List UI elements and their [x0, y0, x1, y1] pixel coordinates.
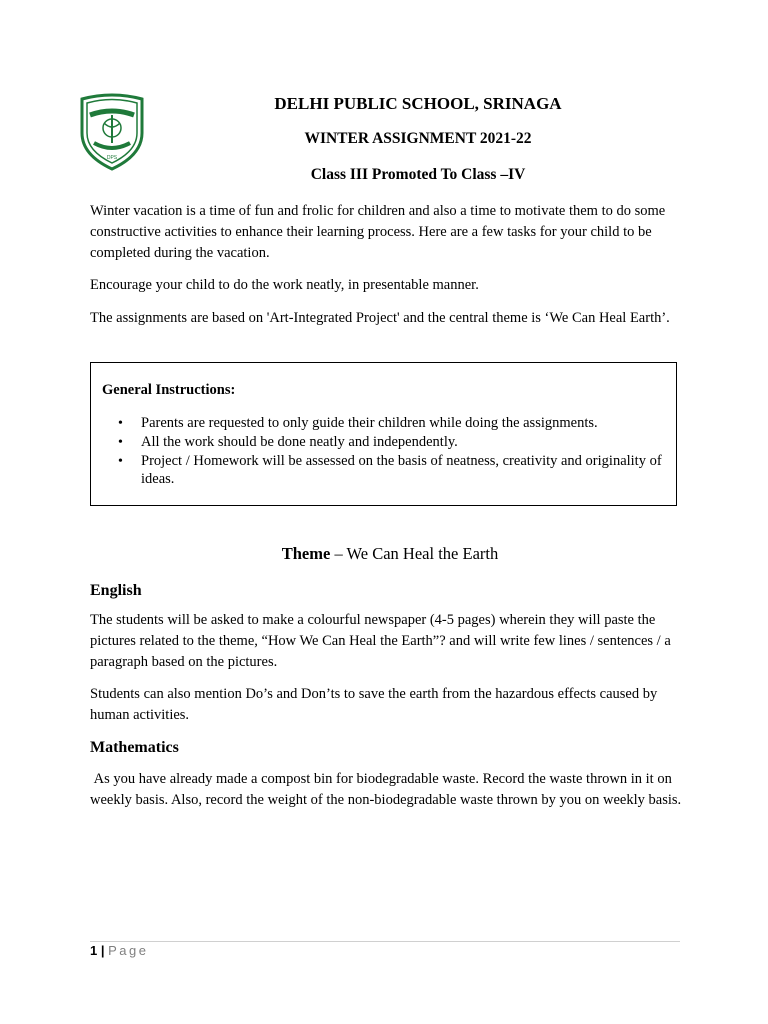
list-item-text: Project / Homework will be assessed on the basis of neatness, creativity and originality of ideas. [141, 453, 662, 487]
theme-line [90, 544, 690, 564]
page-number: 1 [90, 943, 98, 958]
english-paragraph-1: The students will be asked to make a colourful newspaper (4-5 pages) wherein they will paste the pictures related to the theme, “How We Can Heal the Earth”? and will write few lines / sentences / a paragraph based on the pictures. [90, 612, 671, 670]
theme-label: Theme [281, 544, 331, 563]
general-instructions-box [90, 362, 677, 506]
intro-paragraph-1: Winter vacation is a time of fun and frolic for children and also a time to motivate them to do some constructive activities to enhance their learning process. Here are a few tasks for your child to be completed during the vacation. [90, 203, 666, 261]
list-item [101, 434, 671, 452]
mathematics-paragraph: As you have already made a compost bin for biodegradable waste. Record the waste thrown in it on weekly basis. Also, record the weight of the non-biodegradable waste thrown by you on weekly basis. [90, 771, 682, 808]
list-item-text: All the work should be done neatly and independently. [141, 434, 458, 450]
intro-paragraph-2: Encourage your child to do the work neatly, in presentable manner. [90, 277, 479, 293]
assignment-title: WINTER ASSIGNMENT 2021-22 [304, 130, 532, 147]
english-heading: English [90, 582, 142, 599]
class-line: Class III Promoted To Class –IV [310, 166, 526, 183]
english-paragraph-2: Students can also mention Do’s and Don’ts to save the earth from the hazardous effects caused by human activities. [90, 686, 658, 723]
instructions-heading: General Instructions: [102, 382, 236, 398]
bullet-icon: • [118, 416, 123, 431]
bullet-icon: • [118, 454, 123, 469]
list-item-text: Parents are requested to only guide their children while doing the assignments. [141, 415, 598, 431]
footer-divider [90, 941, 680, 942]
intro-paragraph-3: The assignments are based on 'Art-Integrated Project' and the central theme is ‘We Can Heal Earth’. [90, 310, 670, 326]
school-name: DELHI PUBLIC SCHOOL, SRINAGA [274, 94, 562, 113]
logo-text: DPS [106, 155, 118, 161]
theme-text: We Can Heal the Earth [346, 544, 499, 563]
page-label: Page [108, 943, 149, 958]
list-item [101, 415, 671, 433]
mathematics-heading: Mathematics [90, 739, 179, 756]
list-item [101, 453, 671, 488]
instructions-list [101, 415, 671, 490]
theme-dash: – [330, 544, 347, 563]
bullet-icon: • [118, 435, 123, 450]
footer-separator: | [100, 943, 105, 958]
page-footer [90, 943, 149, 958]
